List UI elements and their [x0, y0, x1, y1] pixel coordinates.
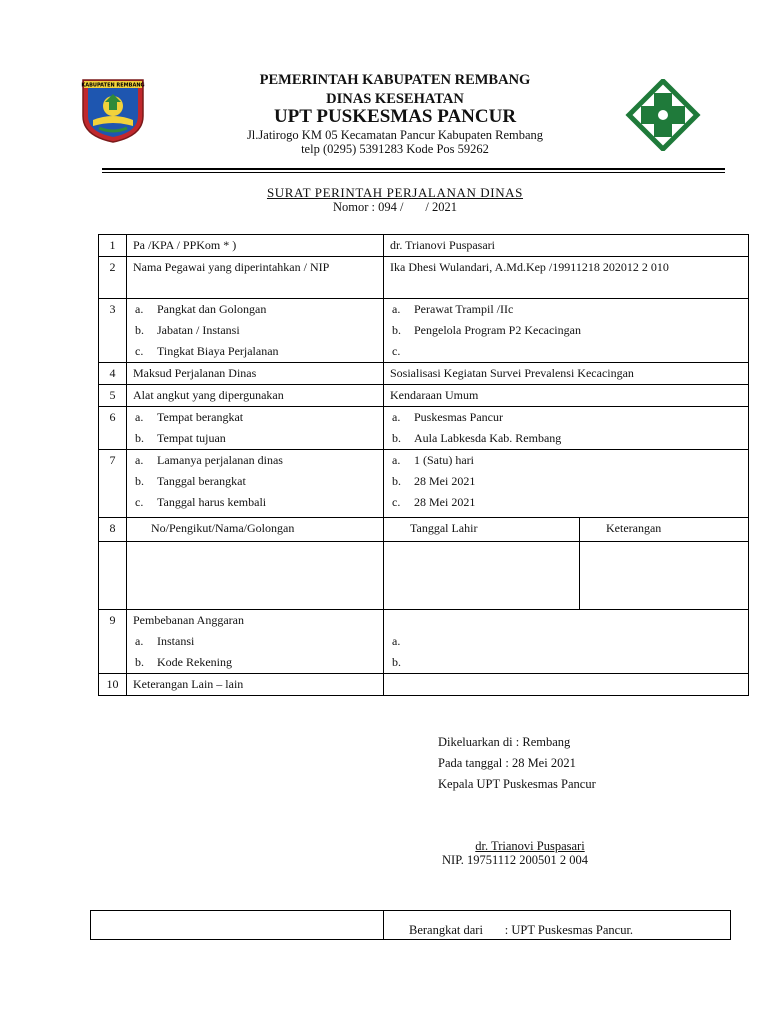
travel-order-table — [98, 234, 749, 696]
header-rule-thin — [102, 172, 725, 173]
row-number: 6 — [99, 407, 127, 450]
row-value: Sosialisasi Kegiatan Survei Prevalensi Kecacingan — [384, 363, 749, 385]
table-row — [99, 542, 749, 610]
rembang-emblem-icon — [79, 76, 147, 144]
table-row — [99, 674, 749, 696]
header-government: PEMERINTAH KABUPATEN REMBANG — [259, 72, 531, 88]
row-number: 4 — [99, 363, 127, 385]
row-value: a. Perawat Trampil /IIc b. Pengelola Program P2 Kecacingan c. — [384, 299, 749, 363]
row-value: a. b. — [384, 610, 749, 674]
svg-text:KABUPATEN REMBANG: KABUPATEN REMBANG — [81, 82, 145, 89]
table-row — [99, 407, 749, 450]
row-label: Pa /KPA / PPKom * ) — [127, 235, 384, 257]
row-label: a. Lamanya perjalanan dinas b. Tanggal berangkat c. Tanggal harus kembali — [127, 450, 384, 518]
row-number: 9 — [99, 610, 127, 674]
row-label: Maksud Perjalanan Dinas — [127, 363, 384, 385]
header-phone: telp (0295) 5391283 Kode Pos 59262 — [301, 142, 489, 156]
document-title: SURAT PERINTAH PERJALANAN DINAS — [266, 185, 524, 200]
row-number: 7 — [99, 450, 127, 518]
header-rule-thick — [102, 168, 725, 170]
header-department: DINAS KESEHATAN — [326, 91, 464, 107]
row-number: 2 — [99, 257, 127, 299]
row-label: a. Tempat berangkat b. Tempat tujuan — [127, 407, 384, 450]
row-label: Keterangan Lain – lain — [127, 674, 384, 696]
issued-date: Pada tanggal : 28 Mei 2021 — [438, 756, 576, 770]
row-value: a. Puskesmas Pancur b. Aula Labkesda Kab. Rembang — [384, 407, 749, 450]
companion-birthdate-cell — [384, 542, 580, 610]
companion-remarks-cell — [580, 542, 749, 610]
row-number: 10 — [99, 674, 127, 696]
table-row — [99, 385, 749, 407]
table-row — [99, 363, 749, 385]
table-row — [99, 257, 749, 299]
signatory-name: dr. Trianovi Puspasari — [475, 839, 585, 853]
row-value: Ika Dhesi Wulandari, A.Md.Kep /19911218 202012 2 010 — [384, 257, 749, 299]
row-number: 1 — [99, 235, 127, 257]
departure-box — [90, 910, 731, 940]
row-number: 8 — [99, 518, 127, 542]
row-value: Kendaraan Umum — [384, 385, 749, 407]
signatory-nip: NIP. 19751112 200501 2 004 — [442, 853, 588, 867]
table-row — [99, 610, 749, 674]
companion-name-cell — [127, 542, 384, 610]
table-row — [99, 450, 749, 518]
row-value: a. 1 (Satu) hari b. 28 Mei 2021 c. 28 Mei 2021 — [384, 450, 749, 518]
companion-header-remarks: Keterangan — [580, 518, 749, 542]
row-value: dr. Trianovi Puspasari — [384, 235, 749, 257]
document-number: Nomor : 094 / / 2021 — [333, 200, 457, 214]
companion-header-birthdate: Tanggal Lahir — [384, 518, 580, 542]
row-number: 3 — [99, 299, 127, 363]
signatory-position: Kepala UPT Puskesmas Pancur — [438, 777, 596, 791]
table-row — [99, 299, 749, 363]
puskesmas-logo-icon — [625, 79, 701, 151]
header-address: Jl.Jatirogo KM 05 Kecamatan Pancur Kabupaten Rembang — [246, 128, 544, 142]
row-number: 5 — [99, 385, 127, 407]
companion-header-name: No/Pengikut/Nama/Golongan — [127, 518, 384, 542]
row-label: Nama Pegawai yang diperintahkan / NIP — [127, 257, 384, 299]
row-label: Alat angkut yang dipergunakan — [127, 385, 384, 407]
row-number-empty — [99, 542, 127, 610]
issued-place: Dikeluarkan di : Rembang — [438, 735, 571, 749]
table-row — [99, 518, 749, 542]
departure-divider — [383, 911, 384, 939]
row-label: a. Pangkat dan Golongan b. Jabatan / Instansi c. Tingkat Biaya Perjalanan — [127, 299, 384, 363]
row-value — [384, 674, 749, 696]
row-label: Pembebanan Anggaran a. Instansi b. Kode Rekening — [127, 610, 384, 674]
departure-from: Berangkat dari : UPT Puskesmas Pancur. — [409, 923, 634, 937]
header-institution: UPT PUSKESMAS PANCUR — [273, 106, 517, 127]
table-row — [99, 235, 749, 257]
